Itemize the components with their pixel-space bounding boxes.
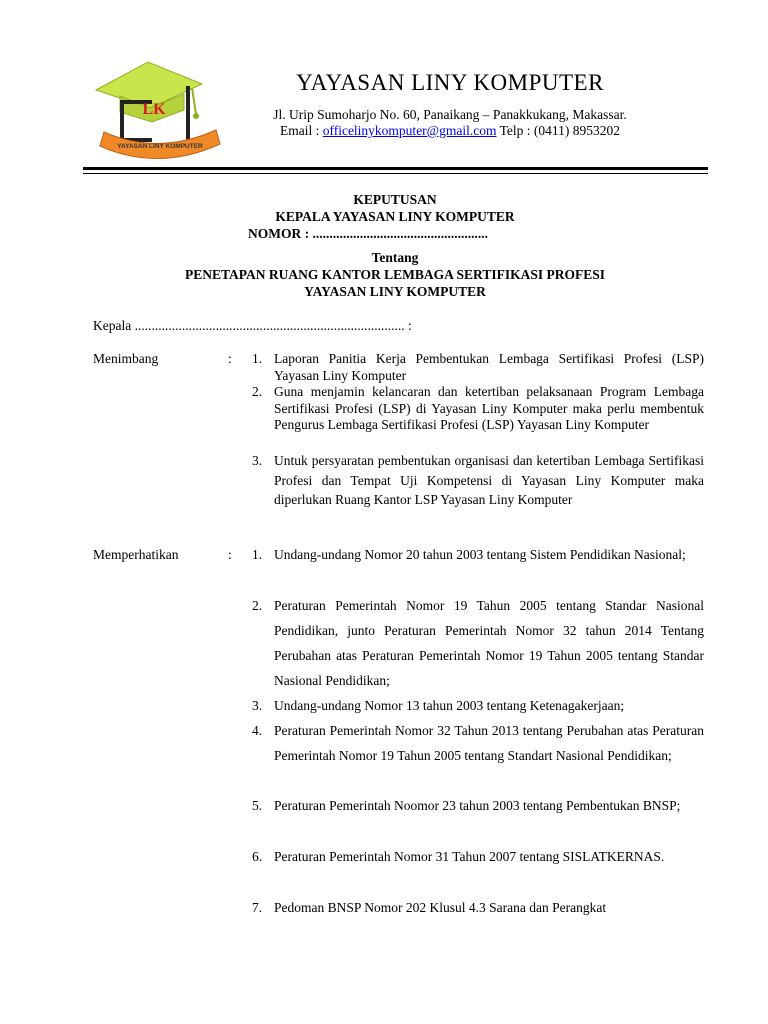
item-text: Peraturan Pemerintah Nomor 19 Tahun 2005 tentang Standar Nasional Pendidikan, junto Peraturan Pemerintah Nomor 32 tahun 2014 Tentang Perubahan atas Peraturan Pemerintah Nomor 19 Tahun 2005 tentang Standar Nasional Pendidikan; <box>274 598 704 688</box>
item-text: Undang-undang Nomor 20 tahun 2003 tentang Sistem Pendidikan Nasional; <box>274 547 686 562</box>
item-number: 7. <box>252 900 263 915</box>
item-text: Peraturan Pemerintah Nomor 32 Tahun 2013 tentang Perubahan atas Peraturan Pemerintah Nomor 19 Tahun 2005 tentang Standart Nasional Pendidikan; <box>274 723 704 763</box>
organization-contact <box>230 123 670 139</box>
organization-name: YAYASAN LINY KOMPUTER <box>296 70 604 95</box>
item-number: 2. <box>252 598 263 613</box>
email-link[interactable]: officelinykomputer@gmail.com <box>322 123 497 138</box>
kepala-line: Kepala ................................................................................ : <box>93 318 412 333</box>
item-number: 6. <box>252 849 263 864</box>
title-subject-line2: YAYASAN LINY KOMPUTER <box>304 284 486 299</box>
title-nomor: NOMOR : .................................................... <box>248 226 488 241</box>
letterhead-rule-thin <box>83 173 708 174</box>
email-label: Email : <box>279 123 323 138</box>
title-keputusan: KEPUTUSAN <box>353 192 437 207</box>
item-text: Undang-undang Nomor 13 tahun 2003 tentang Ketenagakerjaan; <box>274 698 625 713</box>
logo-letters: LK <box>142 101 166 118</box>
item-text: Guna menjamin kelancaran dan ketertiban pelaksanaan Program Lembaga Sertifikasi Profesi (LSP) di Yayasan Liny Komputer maka perlu membentuk Pengurus Lembaga Sertifikasi Profesi (LSP) Yayasan Liny Komputer <box>274 384 704 432</box>
logo-ribbon-text: YAYASAN LINY KOMPUTER <box>117 143 203 150</box>
item-number: 3. <box>252 453 263 468</box>
item-number: 5. <box>252 798 263 813</box>
item-number: 1. <box>252 351 263 366</box>
organization-logo <box>92 56 224 162</box>
item-text: Laporan Panitia Kerja Pembentukan Lembaga Sertifikasi Profesi (LSP) Yayasan Liny Komputer <box>274 351 704 383</box>
menimbang-label: Menimbang <box>93 351 159 366</box>
memperhatikan-label: Memperhatikan <box>93 547 179 562</box>
item-text: Peraturan Pemerintah Nomor 31 Tahun 2007 tentang SISLATKERNAS. <box>274 849 665 864</box>
title-kepala: KEPALA YAYASAN LINY KOMPUTER <box>275 209 515 224</box>
item-text: Untuk persyaratan pembentukan organisasi dan ketertiban Lembaga Sertifikasi Profesi dan Tempat Uji Kompetensi di Yayasan Liny Komputer maka diperlukan Ruang Kantor LSP Yayasan Liny Komputer <box>274 453 704 507</box>
item-text: Pedoman BNSP Nomor 202 Klusul 4.3 Sarana dan Perangkat <box>274 900 607 915</box>
letterhead-rule-thick <box>83 167 708 170</box>
item-number: 1. <box>252 547 263 562</box>
organization-address: Jl. Urip Sumoharjo No. 60, Panaikang – Panakkukang, Makassar. <box>273 107 627 122</box>
title-subject-line1: PENETAPAN RUANG KANTOR LEMBAGA SERTIFIKASI PROFESI <box>185 267 605 282</box>
menimbang-colon: : <box>228 351 232 366</box>
item-number: 4. <box>252 723 263 738</box>
item-number: 3. <box>252 698 263 713</box>
title-tentang: Tentang <box>371 250 419 265</box>
phone-text: Telp : (0411) 8953202 <box>496 123 621 138</box>
item-text: Peraturan Pemerintah Noomor 23 tahun 2003 tentang Pembentukan BNSP; <box>274 798 681 813</box>
memperhatikan-colon: : <box>228 547 232 562</box>
item-number: 2. <box>252 384 263 399</box>
